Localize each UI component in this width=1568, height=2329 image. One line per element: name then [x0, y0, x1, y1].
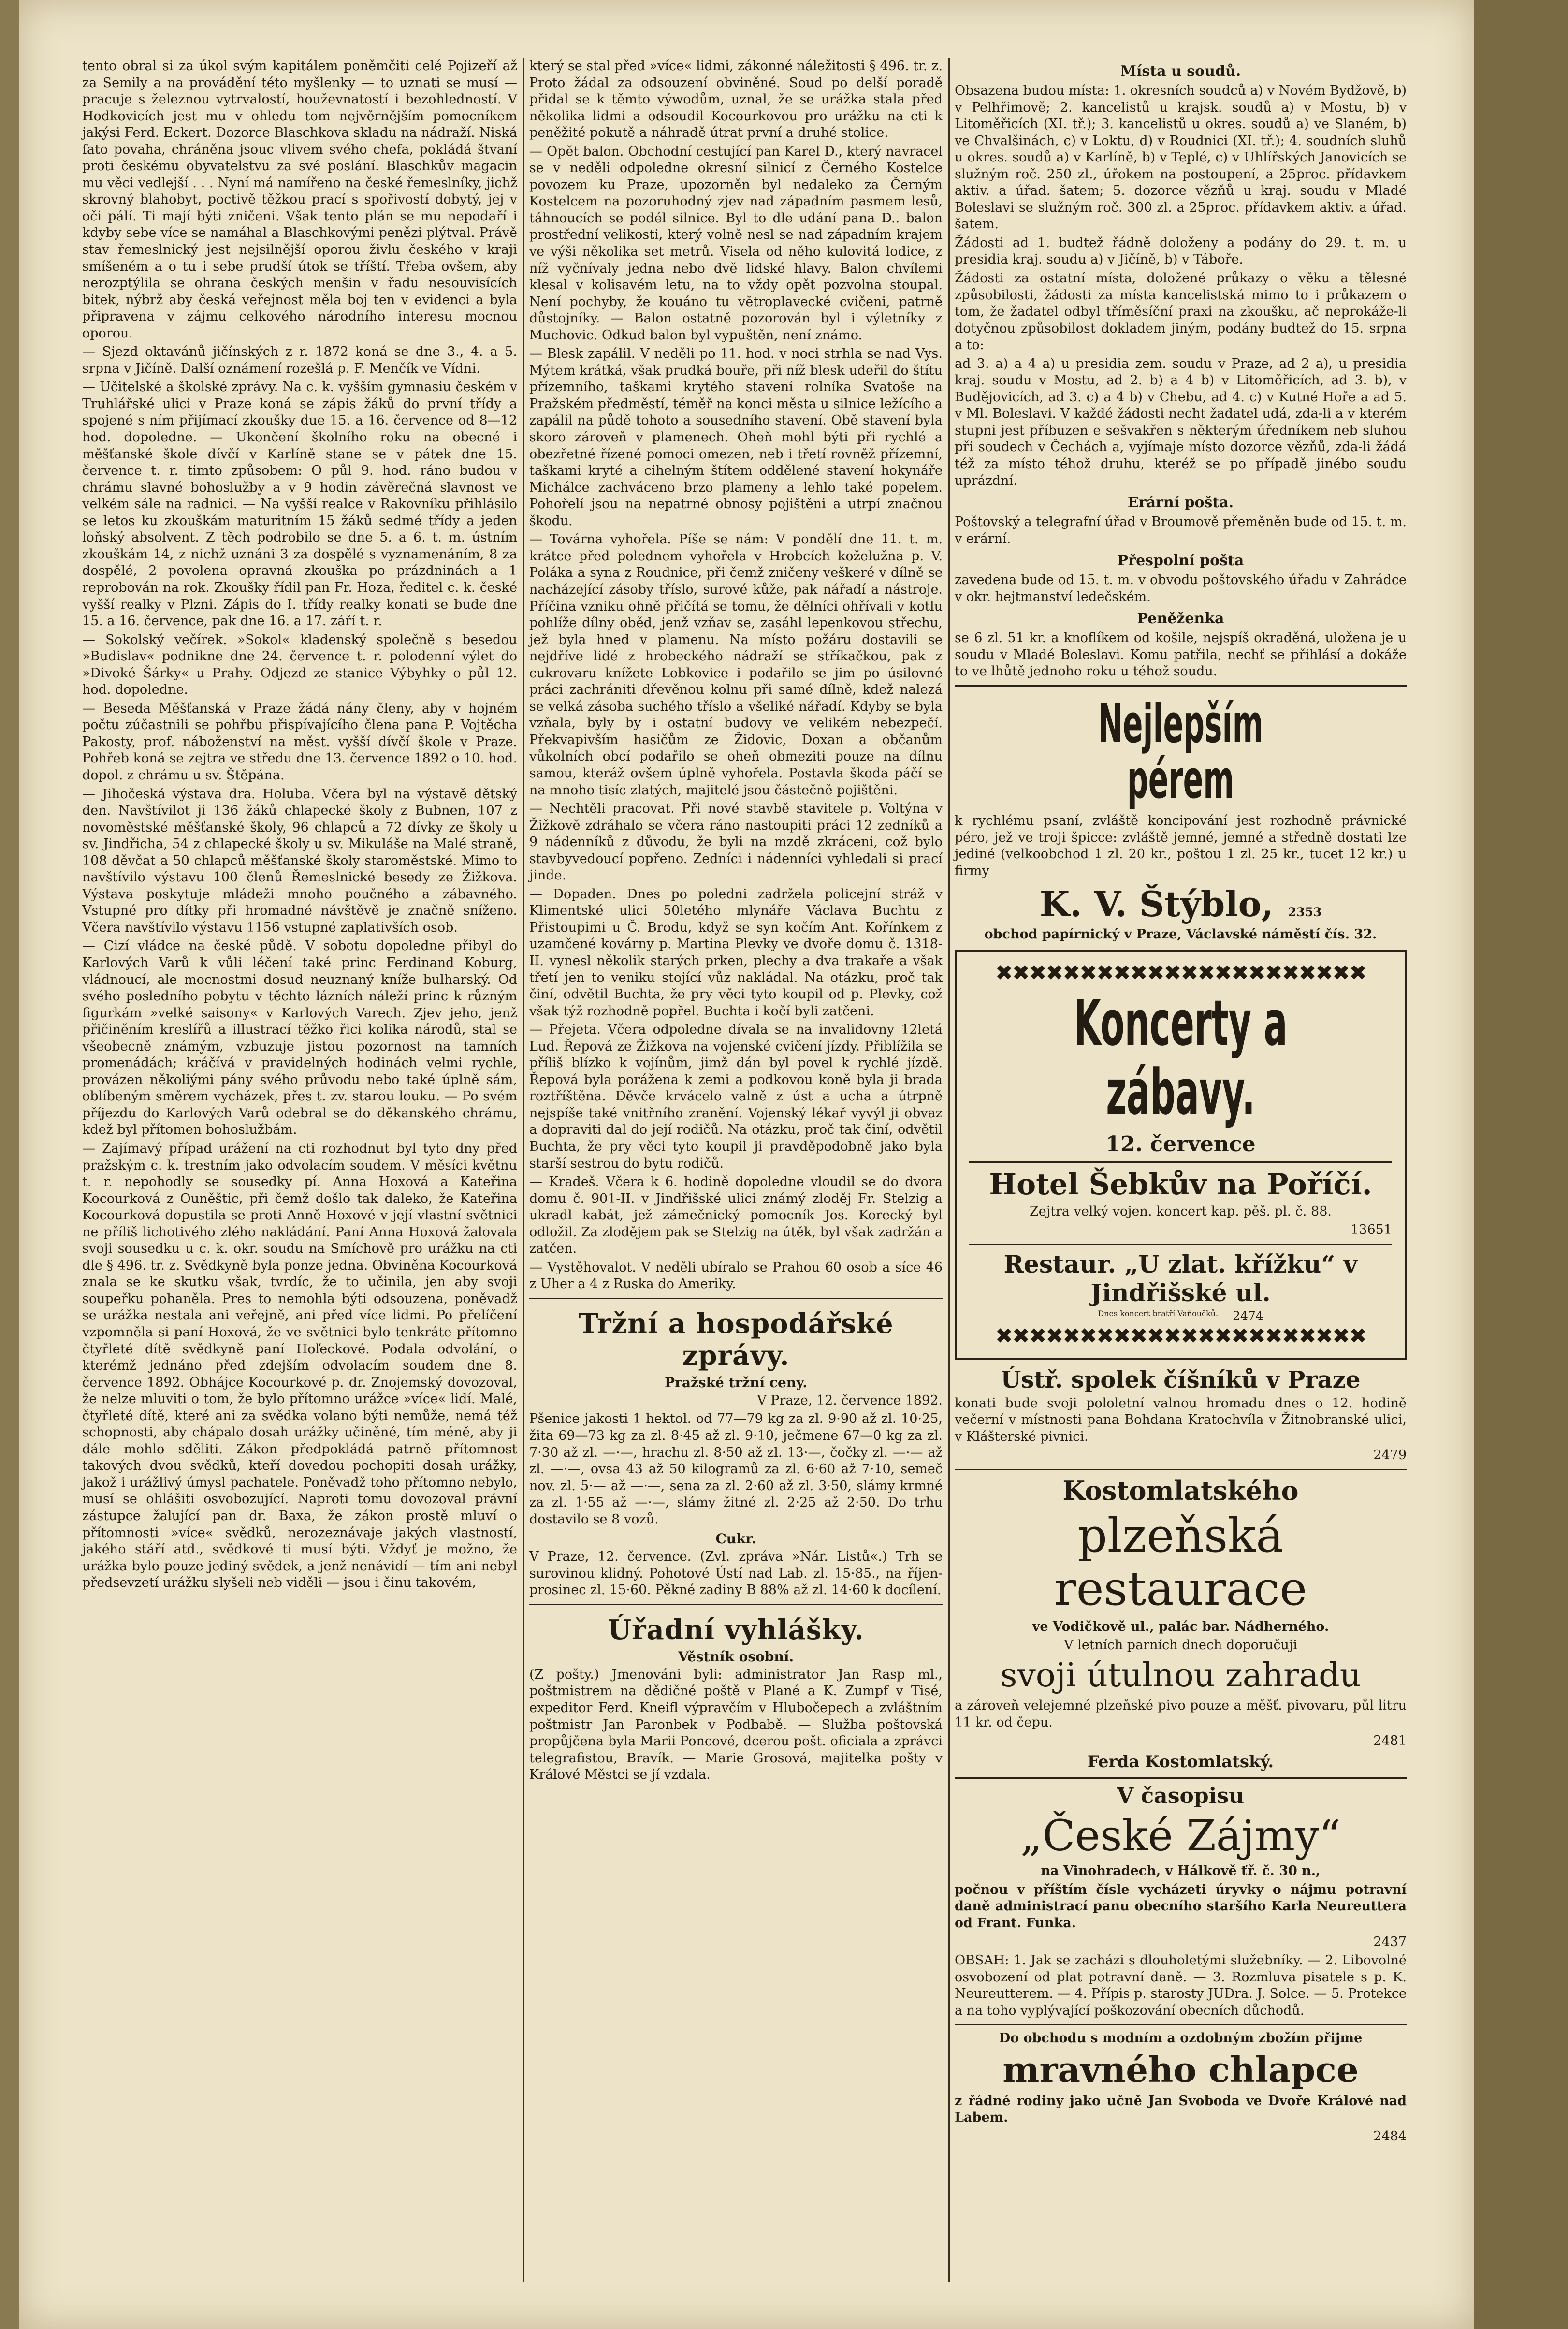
restaurant-owner-title: Kostomlatského [1062, 1475, 1299, 1506]
waiters-union-title: Ústř. spolek číšníků v Praze [1001, 1366, 1361, 1393]
waiters-union-text: konati bude svoji pololetní valnou hromadu dnes o 12. hodině večerní v místnosti pana Bohdana Kratochvíla v Žitnobranské ulici, v Klášterské pivnici. [955, 1395, 1407, 1444]
official-notice: (Z pošty.) Jmenováni byli: administrator Jan Rasp ml., poštmistrem na dědičné poště v Plané a K. Zumpf v Tisé, expeditor Ferd. Kneifl výpravčím v Hlubočepech a zvláštním poštmistr Jan Paronbek v Podbabě. — Služba poštovská propůjčena byla Marii Poncové, dcerou pošt. oficiala a zprávci telegrafistou, Bravík. — Marie Grosová, majitelka pošty v Králové Městci se jí vzdala. [529, 1667, 943, 1783]
court-positions-text: ad 3. a) a 4 a) u presidia zem. soudu v Praze, ad 2 a), u presidia kraj. soudu v Mostu, ad 2. b) a 4 b) v Litoměřicích, ad 3. b), v Budějovicích, ad 3. c) a 4 b) v Chebu, ad 4. c) v Kutné Hoře a ad 5. v Ml. Boleslavi. V každé žádosti necht žadatel udá, zda-li a v kterém stupni jest příbuzen e sešvakřen s některým úředníkem neb sluhou při soudech v Čechách a, vyjímaje místo dozorce vězňů, zda-li žádá též za místo téhož druhu, kteréž se po případě jinébo soudu uprázdní. [955, 356, 1407, 488]
wallet-title: Peněženka [1137, 610, 1224, 628]
ad-rule [969, 1244, 1392, 1245]
concerts-headline: Koncerty a zábavy. [1074, 986, 1288, 1129]
journal-announcement: počnou v příštím čísle vycházeti úryvky o nájmu potravní daně administrací panu obecního staršího Karla Neureuttera od Frant. Funka. [955, 1882, 1407, 1931]
page-edge [1474, 0, 1568, 2329]
apprentice-ad-text: z řádné rodiny jako učně Jan Svoboda ve Dvoře Králové nad Labem. [955, 2093, 1407, 2125]
restaurant-ad-number: 2474 [1233, 1308, 1263, 1323]
market-date: V Praze, 12. července 1892. [757, 1392, 943, 1408]
news-item: — Učitelské a školské zprávy. Na c. k. vyšším gymnasiu českém v Truhlářské ulici v Praze koná se zápis žáků do první třídy a spojené s ním přijímací zkoušky due 15. a 16. července od 8—12 hod. dopoledne. — Ukončení školního roku na obecné i měšťanské škole dívčí v Karlíně stane se v pátek dne 15. července t. r. timto způsobem: O půl 9. hod. ráno budou v chrámu slavné bohoslužby a v 9 hodin závěrečná slavnost ve velkém sále na radnici. — Na vyšší realce v Rakovníku přihlásilo se letos ku zkouškám maturitním 15 žáků sedmé třídy a jeden loňský absolvent. Z těch podrobilo se dne 5. a 6. t. m. ústním zkouškám 14, z nichž uznáni 3 za dospělé s vyznamenáním, 8 za dospělé, 2 povolena opravná zkouška po prázdninách a 1 reprobován na rok. Zkoušky řídil pan Fr. Hoza, ředitel c. k. české vyšší realky v Plzni. Zápis do I. třídy realky konati se bude dne 15. a 16. července, pak dne 16. a 17. září t. r. [82, 380, 517, 629]
section-rule [529, 1604, 943, 1605]
news-item: který se stal před »více« lidmi, zákonné náležitosti § 496. tr. z. Proto žádal za odsouzení obviněné. Soud po delší poradě přidal se k těmto výwodům, uznal, že se urážka stala před několika lidmi a odsoudil Kocourkovou pro urážku na cti k peněžité pokutě a náhradě útrat první a druhé stolice. [529, 59, 943, 141]
article-continuation: tento obral si za úkol svým kapitálem poněmčiti celé Pojizeří až za Semily a na provádění této myšlenky — to uznati se musí — pracuje s železnou vytrvalostí, houževnatostí i bezohledností. V Hodkovicích jest mu v ohledu tom nejvěrnějším pomocníkem jakýsi Ferd. Eckert. Dozorce Blaschkova skladu na nádraží. Niská ſato povaha, chráněna jsouc vlivem svého chefa, pokládá štvaní proti českému obyvatelstvu za své poslání. Blaschkův magacin mu věci vedlejší . . . Nyní má namířeno na české řemeslníky, jichž skrovný blahobyt, poctivě těžkou prací s spořivostí dobytý, jej v oči pálí. Ti mají býti zničeni. Však tento plán se mu nepodaří i kdyby sebe více se namáhal a Blaschkovými penězi plýtval. Právě stav řemeslnický jest nejsilnější oporou živlu českého v kraji smíšeném a o tu i sebe prudší útok se tříští. Třeba ovšem, aby nerozptýlila se ohrana českých menšin v řadu nesouvisících bitek, nýbrž aby česká veřejnost měla boj ten v evidenci a byla připravena v zájmu celkového národního interesu mocnou oporou. [82, 59, 517, 341]
rural-post-text: zavedena bude od 15. t. m. v obvodu poštovského úřadu v Zahrádce v okr. hejtmanství ledečském. [955, 572, 1407, 604]
hotel-concert: Zejtra velký vojen. koncert kap. pěš. pl. č. 88. [1030, 1203, 1332, 1219]
news-item: — Beseda Měšťanská v Praze žádá nány členy, aby v hojném počtu zúčastnili se pohřbu přispívajícího člena pana P. Vojtěcha Pakosty, prof. náboženství na měst. vyšší dívčí škole v Praze. Pohřeb koná se zejtra ve středu dne 13. července 1892 o 10. hod. dopol. z chrámu u sv. Štěpána. [82, 701, 517, 783]
restaurant-signature: Ferda Kostomlatský. [1087, 1752, 1274, 1772]
hotel-name: Hotel Šebkův na Poříčí. [989, 1167, 1372, 1201]
news-item: — Vystěhovalot. V neděli ubíralo se Prahou 60 osob a síce 46 z Uher a 4 z Ruska do Ameriky. [529, 1260, 943, 1292]
pen-ad-firm-row [955, 881, 1407, 926]
pen-ad-firm: K. V. Štýblo, [1039, 883, 1274, 925]
court-positions-title: Místa u soudů. [1120, 63, 1241, 80]
restaurant-address: ve Vodičkově ul., palác bar. Nádherného. [1032, 1619, 1329, 1634]
news-item: — Kradeš. Včera k 6. hodině dopoledne vloudil se do dvora domu č. 901-II. v Jindřišské ulici známý zloděj Fr. Stelzig a ukradl kabát, jež zámečnický pomocník Jos. Korecký byl odložil. Za zlodějem pak se Stelzig na útěk, byl však zadržán a zatčen. [529, 1174, 943, 1257]
concerts-date: 12. července [1105, 1131, 1256, 1157]
market-prices: Pšenice jakosti 1 hektol. od 77—79 kg za zl. 9·90 až zl. 10·25, žita 69—73 kg za zl. 8·45 až zl. 9·10, ječmene 67—0 kg za zl. 7·30 až zl. —·—, hrachu zl. 8·50 až zl. 13·—, čočky zl. —·— až zl. —·—, ovsa 43 až 50 kilogramů za zl. 6·60 až 7·10, semeč nov. zl. 5·— až —·—, sena za zl. 2·60 až zl. 3·50, slámy krmné za zl. 1·55 až —·—, slámy žitné zl. 2·25 až 2·50. Do trhu dostavilo se 8 vozů. [529, 1411, 943, 1527]
ad-rule [969, 1161, 1392, 1163]
court-positions-text: Obsazena budou místa: 1. okresních soudců a) v Novém Bydžově, b) v Pelhřimově; 2. kancelistů u krajsk. soudů a) v Mostu, b) v Litoměřicích (XI. tř.); 3. kancelistů u okres. soudů a) ve Slaném, b) ve Chvalšinách, c) v Loktu, d) v Roudnici (XI. tř.); 4. soudních sluhů u okres. soudů a) v Karlíně, b) v Teplé, c) v Uhlířských Janovicích se služným roč. 250 zl., úřokem na postoupení, a 25proc. přídavkem aktiv. a úřad. šatem; 5. dozorce vězňů u kraj. soudu v Mladé Boleslavi se služným roč. 300 zl. a 25proc. přídavkem aktiv. a úřad. šatem. [955, 83, 1407, 232]
ad-rule [955, 2024, 1407, 2025]
column-1 [82, 58, 517, 1594]
court-positions-text: Žádosti za ostatní místa, doložené průkazy o věku a tělesné způsobilosti, žádosti za místa kancelistská mimo to i průkazem o tom, že žadatel odbyl tříměsíční praxi na zkoušku, ač neprokáže-li dotyčnou způsobilost dokladem jiným, podány budtež do 15. srpna a to: [955, 271, 1407, 353]
wallet-text: se 6 zl. 51 kr. a knoflíkem od košile, nejspíš okraděná, uložena je u soudu v Mladé Boleslavi. Komu patřila, nechť se přihlásí a dokáže to ve lhůtě jednoho roku u téhož soudu. [955, 630, 1407, 679]
ad-rule [955, 1469, 1407, 1470]
news-item: — Cizí vládce na české půdě. V sobotu dopoledne přibyl do Karlových Varů k vůli léčení také princ Ferdinand Koburg, vládnoucí, ale mocnostmi dosud neuznaný kníže bulharský. Od svého posledního pobytu v těchto lázních náleží princ k různým figurkám »velké saisony« v Karlových Varech. Zjev jeho, jenž přičiněním kreslířů a illustrací těžko řici kolika národů, stal se všeobecně známým, vzbuzuje jistou pozornost na tamních promenádách; kráčívá v pravidelných hodinách velmi rychle, provázen několiými pány svého průvodu nebo také úplně sám, oblíbeným směrem vycházek, přes t. zv. starou louku. — Po svém příjezdu do Karlových Varů odebral se do děkanského chrámu, kdež byl přítomen bohoslužbám. [82, 938, 517, 1138]
column-divider [523, 58, 524, 2282]
restaurant-ad-num: 2481 [1373, 1733, 1407, 1749]
concerts-ad-box [955, 950, 1407, 1360]
restaurant-row [969, 1309, 1392, 1323]
official-section-title: Úřadní vyhlášky. [608, 1613, 864, 1646]
court-positions-text: Žádosti ad 1. budtež řádně doloženy a podány do 29. t. m. u presidia kraj. soudu a) v Jičíně, b) v Táboře. [955, 235, 1407, 267]
sugar-title: Cukr. [715, 1531, 756, 1547]
section-rule [529, 1298, 943, 1299]
news-item: — Sjezd oktavánů jičínských z r. 1872 koná se dne 3., 4. a 5. srpna v Jičíně. Další oznámení rozešlá p. F. Menčík ve Vídni. [82, 344, 517, 376]
ad-rule [955, 685, 1407, 687]
pen-ad-text: k rychlému psaní, zvláště koncipování jest rozhodně právnické péro, jež ve troji špicce: zvláště jemné, jemné a středně dostati lze jediné (velkoobchod 1 zl. 20 kr., poštou 1 zl. 25 kr., tucet 12 kr.) u firmy [955, 813, 1407, 879]
pen-ad-headline: Nejlepším pérem [1098, 692, 1263, 811]
news-item: — Sokolský večírek. »Sokol« kladenský společně s besedou »Budislav« podnikne dne 24. července t. r. polodenní výlet do »Divoké Šárky« u Prahy. Odjezd ze stanice Výbyhky o půl 12. hod. dopoledne. [82, 632, 517, 698]
restaurant-recommend: V letních parních dnech doporučuji [1064, 1638, 1297, 1653]
news-item: — Nechtěli pracovat. Při nové stavbě stavitele p. Voltýna v Žižkově zdráhalo se včera ráno nastoupiti práci 12 zedníků a 9 nádenníků z důvodu, že byli na mzdě zkráceni, což bylo stavbyvedoucí popřeno. Zedníci i nádenníci vyhledali si prací jinde. [529, 801, 943, 883]
news-item: — Blesk zapálil. V neděli po 11. hod. v noci strhla se nad Vys. Mýtem krátká, však prudká bouře, při níž blesk udeřil do štítu přízemního, taškami krytého stavení rolníka Svatoše na Pražském předměstí, téměř na konci města u silnice ležícího a zapálil na půdě tohoto a sousedního stavení. Obě stavení byla skoro zároveň v plamenech. Oheň mohl býti při rychlé a obezřetné řízené pomoci omezen, neb i třetí rovněž přízemní, taškami kryté a cihelným štítem oddělené stavení hokynáře Michálce zachváceno brzo plameny a lehlo také popelem. Pohořelí jsou na nepatrné obnosy pojištěni a utrpí značnou škodu. [529, 346, 943, 528]
apprentice-ad-headline: mravného chlapce [1002, 2049, 1359, 2090]
news-item: — Dopaden. Dnes po poledni zadržela policejní stráž v Klimentské ulici 50letého mlynáře Václava Buchtu z Přistoupimi u Č. Brodu, když se syn kočím Ant. Kořínkem z uzamčené kovárny p. Martina Plevky ve dvoře domu č. 1318-II. vynesl několik starých prken, plechy a dva trakaře a však třetí jen to veniku stojící vůz nakládal. Na otázku, proč tak činí, odvětil Buchta, že pry věci tyto koupil od p. Plevky, což však týž rozhodně popřel. Buchta i kočí byli zatčeni. [529, 886, 943, 1019]
rural-post-title: Přespolní pošta [1117, 552, 1244, 570]
official-subtitle: Věstník osobní. [678, 1648, 794, 1665]
waiters-ad-number: 2479 [1373, 1448, 1407, 1463]
restaurant-name: Restaur. „U zlat. křížku“ v Jindřišské ul. [1003, 1249, 1358, 1307]
news-item: — Opět balon. Obchodní cestující pan Karel D., který navracel se v neděli odpoledne okresní silnicí z Černého Kostelce povozem ku Praze, upozorněn byl nedaleko za Černým Kostelcem na pozoruhodný zjev nad západním pasmem lesů, táhnoucích se podél silnice. Byl to dle udání pana D.. balon prostřední velikosti, který volně nesl se nad západním krajem ve výši několika set metrů. Visela od něho kulovitá lodice, z níž vyčnívaly jedna nebo dvě lidské hlavy. Balon chvílemi klesal v kolisavém letu, na to vždy opět pozvolna stoupal. Není pochyby, že kouáno tu vĕtroplavecké cvičeni, patrně důstojníky. — Balon ostatně pozorován byl i výletníky z Muchovic. Odkud balon byl vypuštěn, není známo. [529, 144, 943, 343]
erar-post-text: Poštovský a telegrafní úřad v Broumově přeměněn bude od 15. t. m. v erární. [955, 514, 1407, 546]
journal-ad-number: 2437 [1373, 1934, 1407, 1949]
pilsner-restaurant-headline: plzeňská restaurace [1054, 1508, 1307, 1616]
apprentice-ad-number: 2484 [1373, 2128, 1407, 2144]
journal-intro: V časopisu [1117, 1784, 1245, 1809]
garden-headline: svoji útulnou zahradu [1000, 1656, 1361, 1695]
pen-ad-address: obchod papírnický v Praze, Václavské náměstí čís. 32. [984, 927, 1377, 942]
beer-offer: a zároveň velejemné plzeňské pivo pouze a měšť. pivovaru, půl litru 11 kr. od čepu. [955, 1698, 1407, 1730]
news-item: — Jihočeská výstava dra. Holuba. Včera byl na výstavě dětský den. Navštívilot ji 136 žáků chlapecké školy z Bubnen, 107 z novoměstské měšťanské školy, 96 chlapců a 72 dívky ze školy u sv. Jindřicha, 54 z chlapecké školy u sv. Mikuláše na Malé straně, 108 děvčat a 50 chlapců měšťanské školy staroměstské. Mimo to navštívilo výstavu 100 členů Řemeslnické besedy ze Žižkova. Výstava poskytuje mládeži mnoho poučného a zábavného. Vstupné pro dítky při hromadné návštěvě je značně sníženo. Včera navštívilo výstavu 1156 vstupné zaplativších osob. [82, 786, 517, 935]
column-3 [955, 58, 1407, 2147]
news-item: — Zajímavý případ urážení na cti rozhodnut byl tyto dny před pražským c. k. trestním jako odvolacím soudem. V měsíci květnu t. r. nepohodly se sousedky pí. Anna Hoxová a Kateřina Kocourková z Ouněštic, při čemž došlo tak daleko, že Kateřina Kocourková dopustila se proti Anně Hoxové v její vlastní světnici ne příliš lichotivého zlého nakládání. Paní Anna Hoxová žalovala svoji sousedku u c. k. okr. soudu na Smíchově pro urážku na cti dle § 496. tr. z. Svědkyně byla ponze jedna. Obviněna Kocourková znala se ke skutku však, tvrdíc, že to učinila, jen aby svoji soupeřku pohaněla. Pres to nemohla býti odsouzena, poněvadž se urážka nestala ani veřejně, ani před více lidmi. Po přelíčení vzpomněla si paní Hoxová, že ve světnici bylo tenkráte přítomno čtyřleté dítě svědkyně paní Hoľeckové. Podala odvolání, o kterémž jednáno před zdejším odvolacím soudem dne 8. července 1892. Obhájce Kocourkové p. dr. Znojemský dovozoval, že nelze mluviti o tom, že bylo přítomno urážce »více« lidí. Malé, čtyřleté dítě, které ani za svědka volano býti nemůže, nemá též schopnosti, aby chápalo dosah urážky učiněné, tím méně, aby ji dále mohlo sděliti. Zákon předpokládá patrně přítomnost takových dvou svědků, kteří dovedou pochopiti dosah urážky, jakož i urážlivý úmysl pachatele. Poněvadž toho přítomno nebylo, musí se ohlášiti osvobozující. Naproti tomu dovozoval právní zástupce žalující pan dr. Baxa, že zákon prostě mluví o přítomnosti »více« svědků, nerozeznávaje jakých vlastností, jakého stáří atd., svědkové ti musí býti. Vždyť je možno, že urážka bylo pouze jediný svědek, a jenž nenávidí — tím ani nebyl předsevzetí urážku slyšeli neb viděli — jsou i činu takovém, [82, 1141, 517, 1591]
journal-address: na Vinohradech, v Hálkově ťř. č. 30 n., [1041, 1863, 1321, 1879]
ad-rule [955, 1777, 1407, 1779]
column-2 [529, 58, 943, 1786]
sugar-report: V Praze, 12. července. (Zvl. zpráva »Nár. Listů«.) Trh se surovinou klidný. Pohotové Ústí nad Lab. zl. 15·85., na říjen-prosinec zl. 15·60. Pěkné zadiny B 88% až zl. 14·60 k docílení. [529, 1549, 943, 1598]
journal-title: „České Zájmy“ [1020, 1811, 1341, 1861]
market-subtitle: Pražské tržní ceny. [665, 1374, 807, 1391]
erar-post-title: Erární pošta. [1127, 494, 1234, 512]
apprentice-ad-title: Do obchodu s modním a ozdobným zbožím přijme [999, 2031, 1363, 2046]
market-section-title: Tržní a hospodářské zprávy. [578, 1307, 894, 1372]
news-item: — Továrna vyhořela. Píše se nám: V pondělí dne 11. t. m. krátce před polednem vyhořela v Hrobcích koželužna p. V. Poláka a syna z Roudnice, při čemž zničeny veškeré v dílně se nacházející zásoby tříslo, surové kůže, pak nářadí a nástroje. Příčina vzniku ohně přičítá se tomu, že dělníci ohřívali v kotlu pohlíže dílny oběd, jenž vzňav se, zasáhl lepenkovou střechu, jež byla hned v plamenu. Na místo požáru dostavili se nejdříve lidé z hrobeckého nádraží se stříkačkou, pak z cukrovaru knížete Lobkovice i podařilo se jim po úsilovné práci zachrániti dřevěnou kolnu při samé dílně, kdež nalezá se velká zásoba suchého tříslo a všeliké nářadí. Kdyby se byla vzňala, byly by i ostatní budovy ve velikém nebezpečí. Překvapivším hasičům ze Židovic, Doxan a občanům vůkolních obcí podařilo se oheň obmeziti pouze na dílnu samou, kteráž ovšem úplně vyhořela. Postavla škoda páčí se na mnoho tisíc zlatých, majitelé jsou částečně pojištěni. [529, 532, 943, 798]
journal-contents: OBSAH: 1. Jak se zacházi s dlouholetými služebníky. — 2. Libovolné osvobození od plat potravní daně. — 3. Rozmluva pisatele s p. K. Neureutterem. — 4. Přípis p. starosty JUDra. J. Solce. — 5. Protekce a na toho vyplývající poškozování obecních důchodů. [955, 1953, 1407, 2018]
decorative-cross-border: ✖✖✖✖✖✖✖✖✖✖✖✖✖✖✖✖✖✖✖✖✖✖ [995, 962, 1366, 984]
decorative-cross-border: ✖✖✖✖✖✖✖✖✖✖✖✖✖✖✖✖✖✖✖✖✖✖ [995, 1325, 1366, 1347]
restaurant-concert: Dnes koncert bratří Vaňoučků. [1098, 1308, 1219, 1318]
pen-ad-number: 2353 [1288, 905, 1322, 920]
hotel-ad-number: 13651 [1350, 1222, 1392, 1238]
column-divider [948, 58, 950, 2282]
news-item: — Přejeta. Včera odpoledne dívala se na invalidovny 12letá Lud. Řepová ze Žižkova na vojenské cvičení jízdy. Přiblížila se příliš blízko k vojínům, jimž dán byl povel k rychlé jízdě. Řepová byla porážena k zemi a podkovou koně byla ji brada roztříštěna. Děvče krvácelo valně z úst a ucha a útrpně nejspíše také vnitřního zranění. Vojenský lékař vyvýl ji obvaz a dopraviti dal do její rodičů. Na otázku, proč tak činí, odvětil Buchta, že pry věci tyto koupil ji pravděpodobně jako byla starší sestrou do bytu rodičů. [529, 1022, 943, 1171]
